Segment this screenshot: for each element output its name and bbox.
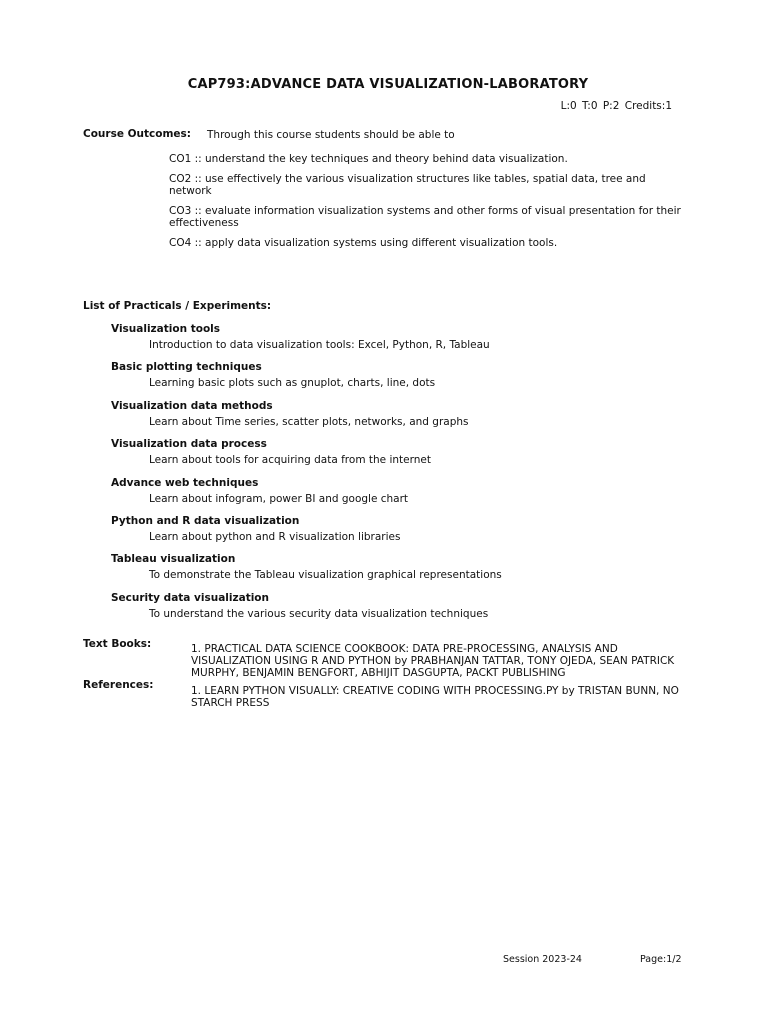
practical-item: [111, 592, 691, 630]
practical-item: [111, 361, 691, 399]
practical-item: [111, 323, 691, 361]
practicals-heading: List of Practicals / Experiments:: [83, 300, 272, 312]
credits-line: L:0 T:0 P:2 Credits:1: [560, 100, 672, 112]
practical-item: [111, 515, 691, 553]
text-books-label: Text Books:: [83, 638, 152, 650]
practical-description: Learning basic plots such as gnuplot, charts, line, dots: [149, 377, 436, 390]
page-title: CAP793:ADVANCE DATA VISUALIZATION-LABORATORY: [187, 77, 589, 92]
practical-title: Visualization tools: [111, 323, 221, 335]
course-outcomes-intro: Through this course students should be able to: [207, 129, 455, 141]
practical-title: Basic plotting techniques: [111, 361, 262, 374]
course-outcome-co4: CO4 :: apply data visualization systems using different visualization tools.: [169, 237, 558, 249]
course-outcomes-label: Course Outcomes:: [83, 128, 191, 140]
references-entry: 1. LEARN PYTHON VISUALLY: CREATIVE CODING WITH PROCESSING.PY by TRISTAN BUNN, NO STARCH PRESS: [191, 685, 679, 709]
practical-description: Learn about Time series, scatter plots, networks, and graphs: [149, 415, 469, 428]
practical-title: Visualization data process: [111, 438, 267, 451]
practical-title: Advance web techniques: [111, 476, 259, 489]
practical-description: To demonstrate the Tableau visualization graphical representations: [149, 569, 502, 582]
practical-description: To understand the various security data visualization techniques: [149, 607, 489, 620]
practical-item: [111, 438, 691, 476]
references-label: References:: [83, 679, 154, 691]
practical-title: Security data visualization: [111, 591, 269, 604]
practical-description: Learn about tools for acquiring data from the internet: [149, 454, 431, 467]
practical-title: Visualization data methods: [111, 399, 273, 412]
practical-description: Learn about infogram, power BI and google chart: [149, 492, 409, 505]
footer-page-number: Page:1/2: [640, 954, 682, 965]
footer-session: Session 2023-24: [503, 954, 582, 965]
course-outcome-co2: CO2 :: use effectively the various visualization structures like tables, spatial data, tree and network: [169, 173, 646, 197]
practical-description: Learn about python and R visualization libraries: [149, 530, 401, 543]
course-outcome-co1: CO1 :: understand the key techniques and theory behind data visualization.: [169, 153, 568, 165]
practical-description: Introduction to data visualization tools: Excel, Python, R, Tableau: [149, 339, 490, 351]
course-outcome-co3: CO3 :: evaluate information visualization systems and other forms of visual presentation for their effectiveness: [169, 205, 681, 229]
practicals-list: [111, 323, 691, 630]
text-books-entry: 1. PRACTICAL DATA SCIENCE COOKBOOK: DATA PRE-PROCESSING, ANALYSIS AND VISUALIZATION USING R AND PYTHON by PRABHANJAN TATTAR, TONY OJEDA, SEAN PATRICK MURPHY, BENJAMIN BENGFORT, ABHIJIT DASGUPTA, PACKT PUBLISHING: [191, 643, 675, 679]
practical-title: Tableau visualization: [111, 553, 236, 566]
practical-title: Python and R data visualization: [111, 514, 300, 527]
practical-item: [111, 400, 691, 438]
practical-item: [111, 553, 691, 591]
practical-item: [111, 477, 691, 515]
course-outcomes-list: [169, 153, 684, 257]
